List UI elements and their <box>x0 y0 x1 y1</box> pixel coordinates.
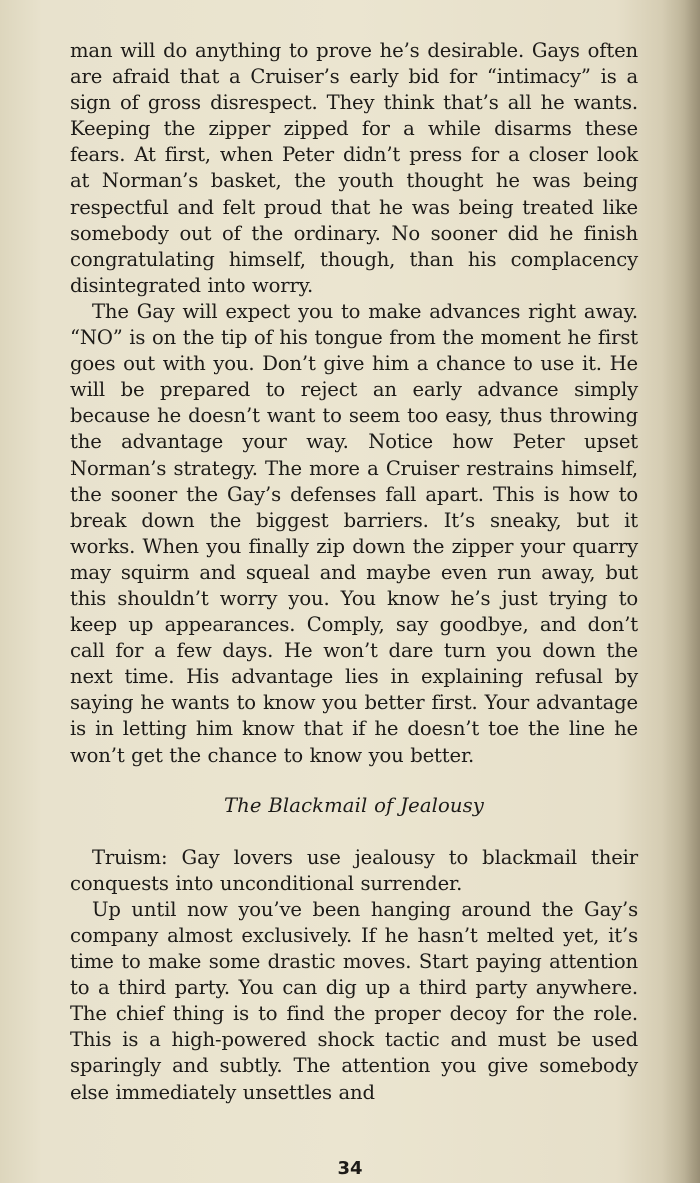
page-gutter-shadow <box>662 0 700 1183</box>
page-body <box>70 38 638 1106</box>
paragraph-truism: Truism: Gay lovers use jealousy to blackmail their conquests into unconditional surrender. <box>70 845 638 895</box>
paragraph-no-advances: The Gay will expect you to make advances right away. “NO” is on the tip of his tongue from the moment he first goes out with you. Don’t give him a chance to use it. He will be prepared to reject an early advance simply because he doesn’t want to seem too easy, thus throwing the advantage your way. Notice how Peter upset Norman’s strategy. The more a Cruiser restrains himself, the sooner the Gay’s defenses fall apart. This is how to break down the biggest barriers. It’s sneaky, but it works. When you finally zip down the zipper your quarry may squirm and squeal and maybe even run away, but this shouldn’t worry you. You know he’s just trying to keep up appearances. Comply, say goodbye, and don’t call for a few days. He won’t dare turn you down the next time. His advantage lies in explaining refusal by saying he wants to know you better first. Your advantage is in letting him know that if he doesn’t toe the line he won’t get the chance to know you better. <box>70 299 638 767</box>
section-heading: The Blackmail of Jealousy <box>224 793 484 817</box>
paragraph-continued: man will do anything to prove he’s desirable. Gays often are afraid that a Cruiser’s early bid for “intimacy” is a sign of gross disrespect. They think that’s all he wants. Keeping the zipper zipped for a while disarms these fears. At first, when Peter didn’t press for a closer look at Norman’s basket, the youth thought he was being respectful and felt proud that he was being treated like somebody out of the ordinary. No sooner did he finish congratulating himself, though, than his complacency disintegrated into worry. <box>70 39 638 297</box>
paragraph-third-party: Up until now you’ve been hanging around the Gay’s company almost exclusively. If he hasn’t melted yet, it’s time to make some drastic moves. Start paying attention to a third party. You can dig up a third party anywhere. The chief thing is to find the proper decoy for the role. This is a high-powered shock tactic and must be used sparingly and subtly. The attention you give somebody else immediately unsettles and <box>70 897 638 1104</box>
page-number: 34 <box>337 1158 363 1179</box>
